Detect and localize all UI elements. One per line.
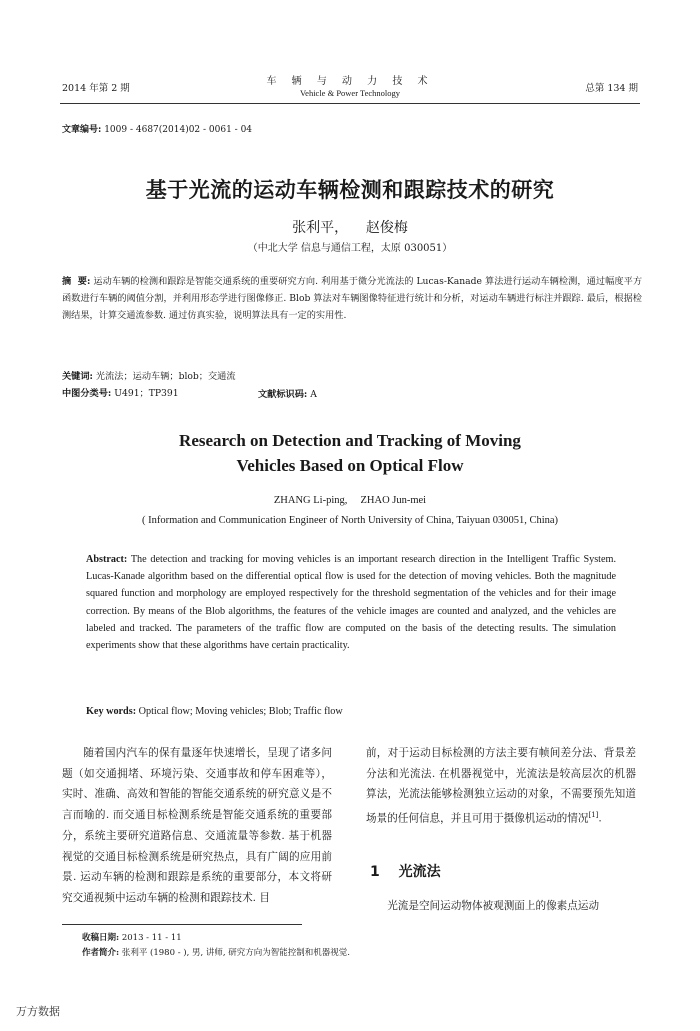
body-right-text: 前，对于运动目标检测的方法主要有帧间差分法、背景差分法和光流法. 在机器视觉中，光流法是较高层次的机器算法，光流法能够检测独立运动的对象，不需要预先知道场景的任何信息，并且可用于摄像机运动的情况 [366,747,636,825]
serial-number: 总第 134 期 [585,83,638,94]
watermark: 万方数据 [16,1005,60,1018]
document-code [258,386,317,400]
article-number-value: 1009 - 4687(2014)02 - 0061 - 04 [104,125,253,135]
keywords-cn-label: 关键词: [62,371,93,382]
classification-label: 中图分类号: [62,388,112,399]
header-rule [60,103,640,104]
received-date [82,931,182,943]
journal-name-en: Vehicle & Power Technology [299,88,401,98]
keywords-cn-text: 光流法；运动车辆；blob；交通流 [95,371,236,382]
author-bio-value: 张利平 (1980 - ), 男, 讲师, 研究方向为智能控制和机器视觉. [121,948,351,958]
keywords-en [86,706,616,717]
affiliation-en: ( Information and Communication Engineer of North University of China, Taiyuan 030051, China) [141,515,559,526]
affiliation-cn: （中北大学 信息与通信工程，太原 030051） [247,243,453,254]
issue-label: 2014 年第 2 期 [62,83,130,94]
section-title: 光流法 [398,864,441,880]
abstract-en-text: The detection and tracking for moving vehicles is an important research direction in the Intelligent Traffic System. Lucas-Kanade algorithm based on the differential optical flow is used for the detection of moving vehicles. Both the magnitude squared function and morphology are employed respectively for the threshold segmentation of the vehicles and for their image correction. By means of the Blob algorithms, the features of the vehicle images are counted and analyzed, and the vehicles are labeled and tracked. The parameters of the traffic flow are computed on the basis of the detecting results. The simulation experiments show that these algorithms have certain practicality. [86,554,616,652]
classification-value: U491；TP391 [114,388,179,399]
footnote-rule [62,924,302,925]
abstract-cn-text: 运动车辆的检测和跟踪是智能交通系统的重要研究方向. 利用基于微分光流法的 Lucas-Kanade 算法进行运动车辆检测，通过幅度平方函数进行车辆的阈值分割，并利用形态学进行图像修正. Blob 算法对车辆图像特征进行统计和分析，对运动车辆进行标注并跟踪. 最后，根据检测结果，计算交通流参数. 通过仿真实验，说明算法具有一定的实用性. [62,276,643,321]
keywords-cn [62,369,642,386]
section-number: 1 [370,864,380,880]
authors-cn: 张利平， 赵俊梅 [292,220,408,236]
abstract-en-label: Abstract: [86,554,128,565]
section-body-text: 光流是空间运动物体被观测面上的像素点运动 [387,900,600,912]
journal-name-cn: 车 辆 与 动 力 技 术 [266,76,434,87]
received-value: 2013 - 11 - 11 [121,933,182,943]
paper-title-en-line1: Research on Detection and Tracking of Moving [179,431,521,450]
abstract-cn [62,274,642,324]
paper-title-cn: 基于光流的运动车辆检测和跟踪技术的研究 [145,178,555,202]
paper-title-en [0,428,700,478]
document-code-value: A [310,389,317,400]
abstract-cn-label: 摘 要: [62,276,91,287]
body-right-column [366,743,636,829]
keywords-en-text: Optical flow; Moving vehicles; Blob; Traffic flow [138,706,343,717]
article-number [62,122,252,135]
section-heading [370,861,441,881]
article-number-label: 文章编号: [62,125,102,135]
citation-ref: [1] [588,811,599,820]
author-bio [82,946,350,958]
abstract-en [86,551,616,654]
author-bio-label: 作者简介: [82,948,120,958]
classification-code [62,386,242,403]
body-left-column: 随着国内汽车的保有量逐年快速增长，呈现了诸多问题（如交通拥堵、环境污染、交通事故和停车困难等），实时、准确、高效和智能的智能交通系统的研究意义是不言而喻的. 而交通目标检测系统是智能交通系统的重要部分，系统主要研究道路信息、交通流量等参数. 基于机器视觉的交通目标检测系统是研究热点，具有广阔的应用前景. 运动车辆的检测和跟踪是系统的重要部分，本文将研究交通视频中运动车辆的检测和跟踪技术. 目 [62,747,332,904]
paper-title-en-line2: Vehicles Based on Optical Flow [236,456,464,475]
keywords-en-label: Key words: [86,706,137,717]
body-right-end: . [598,812,602,825]
document-code-label: 文献标识码: [258,389,308,400]
authors-en: ZHANG Li-ping, ZHAO Jun-mei [273,495,427,506]
received-label: 收稿日期: [82,933,120,943]
